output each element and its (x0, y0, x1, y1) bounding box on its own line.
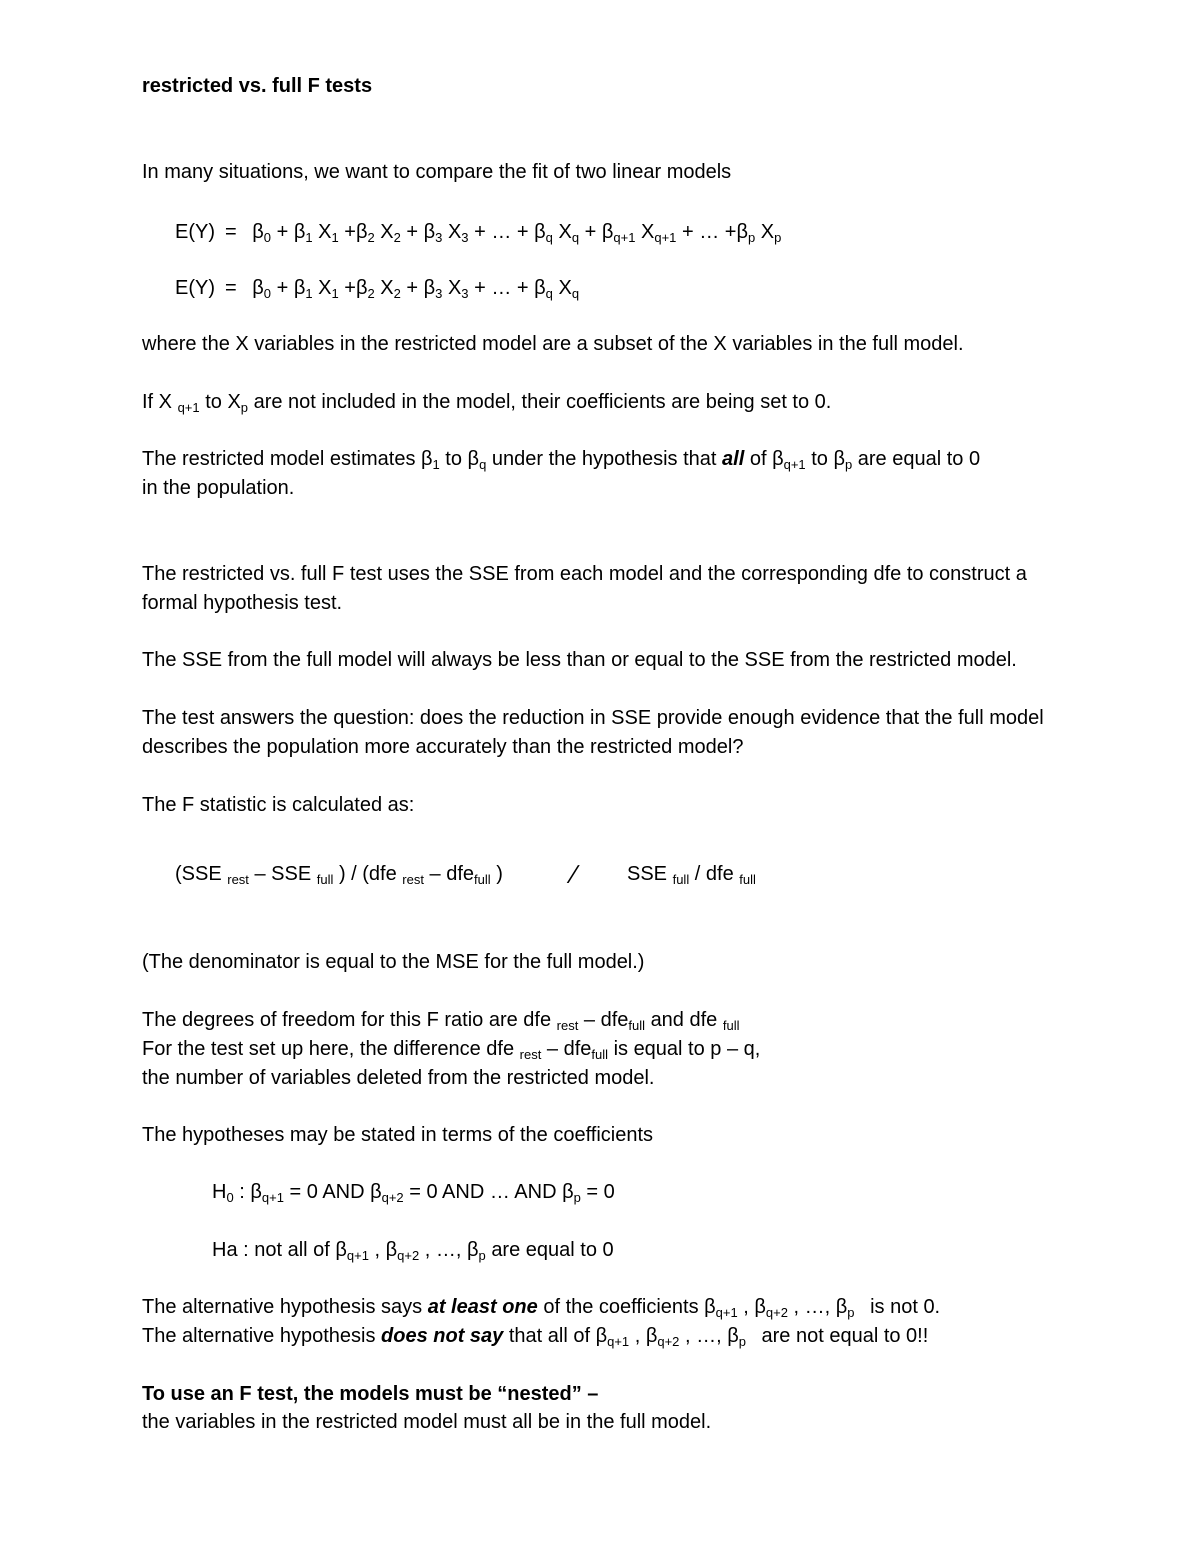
dof-line1: The degrees of freedom for this F ratio are dfe $_{rest}$ – dfe$_{full}$ and dfe $_{full}$ (142, 1009, 740, 1033)
f-statistic-formula-denominator: SSE $_{full}$ / dfe $_{full}$ (627, 863, 756, 887)
ftest-description-line2: formal hypothesis test. (142, 592, 343, 614)
fstat-intro: The F statistic is calculated as: (142, 794, 415, 816)
question-line2: describes the population more accurately than the restricted model? (142, 736, 744, 758)
page-title: restricted vs. full F tests (142, 75, 373, 97)
f-statistic-formula-numerator: (SSE $_{rest}$ – SSE $_{full}$ ) / (dfe $_{rest}$ – dfe$_{full}$ ) (175, 863, 503, 887)
alternative-says-sentence: The alternative hypothesis says at least one of the coefficients $\beta_{q+1}$ , $\beta_{q+2}$ , …, $\beta_p$ is not 0. (142, 1296, 941, 1320)
dof-line2: For the test set up here, the difference dfe $_{rest}$ – dfe$_{full}$ is equal to p – q, (142, 1038, 761, 1062)
null-hypothesis: $H_0$ : $\beta_{q+1} = 0$ AND $\beta_{q+2} = 0$ AND … AND $\beta_p = 0$ (212, 1181, 615, 1205)
division-slash: ∕ (572, 859, 577, 889)
nested-requirement-bold: To use an F test, the models must be “nested” – (142, 1383, 599, 1405)
alternative-hypothesis: Ha : not all of $\beta_{q+1}$ , $\beta_{q+2}$ , …, $\beta_p$ are equal to 0 (212, 1239, 614, 1263)
restricted-model-equation: $E(Y) = \beta_0 + \beta_1$ $X_1 +\beta_2$ $X_2 + \beta_3$ $X_3$ + … + $\beta_q$ $X_q$ (175, 277, 580, 301)
subset-sentence: where the X variables in the restricted model are a subset of the X variables in the full model. (142, 333, 964, 355)
alternative-does-not-say-sentence: The alternative hypothesis does not say that all of $\beta_{q+1}$ , $\beta_{q+2}$ , …, $\beta_p$ are not equal to 0!! (142, 1325, 929, 1349)
full-model-equation: $E(Y) = \beta_0 + \beta_1$ $X_1 +\beta_2$ $X_2 + \beta_3$ $X_3$ + … + $\beta_q$ $X_q + \beta_{q+1}$ $X_{q+1}$ + … $+\beta_p$ $X_p$ (175, 221, 782, 245)
nested-requirement-line2: the variables in the restricted model must all be in the full model. (142, 1411, 712, 1433)
not-included-sentence: If X $_{q+1}$ to $X_p$ are not included in the model, their coefficients are being set to 0. (142, 391, 832, 415)
denominator-note: (The denominator is equal to the MSE for the full model.) (142, 951, 645, 973)
hypotheses-intro: The hypotheses may be stated in terms of the coefficients (142, 1124, 654, 1146)
intro-text: In many situations, we want to compare the fit of two linear models (142, 161, 732, 183)
question-line1: The test answers the question: does the reduction in SSE provide enough evidence that the full model (142, 707, 1044, 729)
dof-line3: the number of variables deleted from the restricted model. (142, 1067, 655, 1089)
restricted-estimates-sentence: The restricted model estimates $\beta_1$ to $\beta_q$ under the hypothesis that all of $\beta_{q+1}$ to $\beta_p$ are equal to 0 (142, 448, 981, 472)
restricted-estimates-line2: in the population. (142, 477, 295, 499)
sse-sentence: The SSE from the full model will always be less than or equal to the SSE from the restricted model. (142, 649, 1017, 671)
ftest-description-line1: The restricted vs. full F test uses the SSE from each model and the corresponding dfe to construct a (142, 563, 1027, 585)
